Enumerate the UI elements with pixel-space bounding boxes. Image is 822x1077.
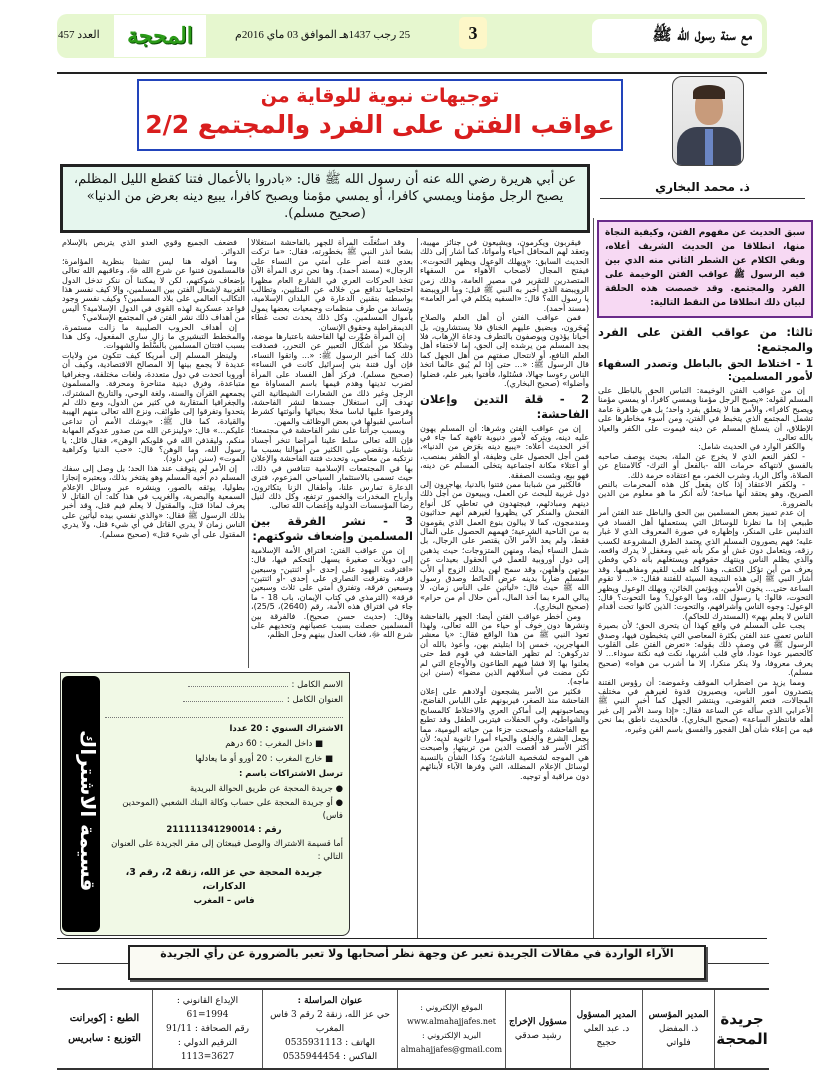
subscription-details: [105, 678, 343, 909]
name-label: الاسم الكامل :: [291, 680, 343, 690]
page-number: 3: [459, 17, 487, 49]
paragraph: فضعف الجميع وقوي العدو الذي يتربص بالإسلام الدوائر.: [62, 238, 245, 257]
issue-date: 25 رجب 1437هـ الموافق 03 ماي 2016م: [235, 29, 411, 41]
founder-cell: [642, 990, 714, 1068]
square-bullet-icon: ■: [312, 739, 323, 749]
printer: الطبع : إكوبرانت: [69, 1013, 140, 1024]
distributor: التوزيع : سابريس: [68, 1033, 141, 1044]
paragraph: فالكثير من شبابنا ممن فتنوا بالدنيا، يهاجرون إلى دول غربية للبحث عن العمل، ويبيعون من أجل ذلك دينهم ومبادئهم، فيجتهدون في تعاطي كل أنواع الفحش والمنكر كي يظهروا لغيرهم أنهم حداثيون ومندمجون، كما لا يبالون بنوع العمل الذي يقومون به من الناحية الشرعية؛ فهمهم الحصول على المال فقط، ولم يعد الأمر الآن يقتصر على الرجال، بل شمل النساء أيضا، ومنهن المتزوجات؛ حيث يذهبن إلى دول أوروبية للعمل في الحقول بعيدات عن بيوتهن وأهلهن، وقد سمح لهن بذلك الزوج أو الأب المسلم ضاربا بدينه عرض الحائط وصدق رسول الله ﷺ حيث قال: «ليأتين على الناس زمان، لا يبالي المرء بما أخذ المال، أمن حلال أم من حرام» (صحيح البخاري).: [420, 479, 589, 612]
paragraph: إن من عواقب الفتن: افتراق الأمة الإسلامية إلى دويلات صغيرة يسهل التحكم فيها، قال: «افترقت اليهود على إحدى -أو اثنتين- وسبعين فرقة، وتفرقت النصارى على إحدى -أو اثنتين- وسبعين فرقة، وتفترق أمتي على ثلاث وسبعين فرقة» (الترمذي في كتاب الإيمان، باب 18 - ما جاء في افتراق هذه الأمة، رقم (2640)، 25/5)، وقال: (حديث حسن صحيح). فالفرقة بين المسلمين حصلت بسبب عصيانهم وتحديهم على شرع الله ﷻ، فغاب العدل بينهم وحل الظلم،: [251, 545, 413, 640]
payment-option-1: جريدة المحجة عن طريق الحوالة البريدية: [189, 784, 333, 794]
paragraph: يجب على المسلم في واقع كهذا أن يتحرى الحق؛ لأن بصيرة الناس تعمى عند الفتن بكثرة المعاصي التي يتخبطون فيها، وصدق الرسول ﷺ في وصف ذلك بقوله: «تعرض الفتن على القلوب كالحصير عودا عودا، فأي قلب أشربها، نكت فيه نكتة سوداء... لا يعرف معروفا، ولا ينكر منكرا، إلا ما أشرب من هواه» (صحيح مسلم).: [598, 621, 813, 678]
article-title-line2: عواقب الفتن على الفرد والمجتمع 2/2: [145, 110, 615, 139]
paragraph: إن الأمر لم يتوقف عند هذا الحد؛ بل وصل إلى سفك المسلم دم أخيه المسلم وهو يفتخر بذلك، ويعتبره إنجازا بطوليا، يوثقه بالصور، وينشره عبر وسائل الإعلام السمعية والبصرية، والغريب في هذا كله: أن القاتل لا يعرف لماذا قتل، والمقتول لا يعلم فيم قتل، وقد أخبر بذلك الرسول ﷺ فقال: «والذي نفسي بيده ليأتين على الناس زمان لا يدري القاتل في أي شيء قتل، ولا يدري المقتول على أي شيء قتل» (صحيح مسلم).: [62, 463, 245, 539]
subheading-1: 1 - اختلاط الحق بالباطل وتصدر السفهاء لأمور المسلمين:: [598, 358, 813, 383]
press-number: رقم الصحافة : 91/11: [166, 1024, 249, 1034]
director-name: د. عبد العلي حجيج: [583, 1024, 630, 1048]
masthead-name: جريدة المحجة: [714, 990, 769, 1068]
paragraph: - ولكفر الاعتقاد إذا كان يفعل كل هذه المحرمات بالنص الصريح، وهو يعتقد أنها مباحة؛ لأنه أنكر ما هو معلوم من الدين بالضرورة.: [598, 480, 813, 508]
paragraph: ولينظر المسلم إلى أمريكا كيف تتكون من ولايات عديدة لا يجمع بينها إلا المصالح الاقتصادية، وكيف أن أوروبا اتحدت في دول متعددة، ولغات مختلفة، وجغرافيا متباعدة، وفرق دينية متناحرة ومحرفة. والمسلمون يجمعهم القرآن والسنة، ولغة الوحي، والتاريخ المشترك، والجغرافيا المتقاربة في كثير من الدول، ومع ذلك لم يتحدوا وتفرقوا إلى طوائف، ونزع الله تعالى منهم الهيبة والقيادة، كما قال ﷺ: «يوشك الأمم أن تداعى عليكم...» قال: «ولينزعن الله من صدور عدوكم المهابة منكم، وليقذفن الله في قلوبكم الوهن»، فقال قائل: يا رسول الله، وما الوهن؟ قال: «حب الدنيا وكراهية الموت» (سنن أبي داود).: [62, 350, 245, 464]
fax: الفاكس : 0535944454: [282, 1052, 378, 1062]
article-title-line1: توجيهات نبوية للوقاية من: [260, 85, 500, 107]
paragraph: ومما يزيد من اضطراب الموقف وغموضه: أن رؤوس الفتنة يتصدرون أمور الناس، ويصيرون قدوة لغيرهم في مختلف المجالات، فتعم الفوضى، وينتشر الجهل كما أخبر النبي ﷺ الأعرابي الذي سأله عن الساعة فقال: «إذا وسد الأمر إلى غير أهله فانتظر الساعة» (صحيح البخاري). فالحديث ناطق بما نحن فيه من إعلاء شأن أهل الفجور والفسق باسم الفن وغيره،: [598, 677, 813, 734]
column-divider: [417, 238, 418, 938]
paragraph: فيقربون ويكرمون، ويشيعون في جنائز مهيبة، وتعقد لهم المحافل أحياء وأمواتا، كما أشار إلى ذلك الحديث السابق: «ويهلك الوعول ويظهر التحوت». فيفتح المجال لأصحاب الأهواء من السفهاء المتصدرين للتقرير في مصير العامة، وذلك زمن الرويبضة الذي أخبر به النبي ﷺ قيل: وما الرويبضة يا رسول الله؟ قال: «السفيه يتكلم في أمر العامة» (مسند أحمد).: [420, 238, 589, 313]
phone: الهاتف : 0535931113: [285, 1038, 375, 1048]
website-link[interactable]: www.almahajjafes.net: [407, 1017, 496, 1026]
column-divider: [248, 238, 249, 668]
print-cell: [57, 990, 152, 1068]
intro-box: سبق الحديث عن مفهوم الفتن، وكيفية النجاة منها، انطلاقا من الحديث الشريف أعلاه، وبقي الكلام عن الشطر الثاني منه الذي بين فيه الرسول ﷺ عواقب الفتن الوخيمة على الفرد والمجتمع. وقد خصصت هذه الحلقة لبيان ذلك انطلاقا من النقط التالية:: [597, 220, 813, 318]
address-field-line2[interactable]: [105, 708, 343, 718]
email-label: البريد الإلكتروني :: [422, 1031, 481, 1040]
circle-bullet-icon: ●: [332, 798, 343, 808]
annual-subscription: الاشتراك السنوي : 20 عددا: [229, 724, 343, 734]
payment-option-2: أو جريدة المحجة على حساب وكالة البنك الشعبي (الموحدين فاس): [122, 798, 343, 821]
column-left-1: [62, 238, 245, 539]
hadith-box: عن أبي هريرة رضي الله عنه أن رسول الله ﷺ قال: «بادروا بالأعمال فتنا كقطع الليل المظلم، يصبح الرجل مؤمنا ويمسي كافرا، أو يمسي مؤمنا ويصبح كافرا، يبيع دينه بعرض من الدنيا» (صحيح مسلم).: [60, 164, 590, 233]
masthead-footer: [57, 988, 769, 1070]
name-field[interactable]: [188, 686, 288, 687]
outside-price: خارج المغرب : 20 أورو أو ما يعادلها: [195, 754, 323, 764]
paragraph: إن أهداف الحروب الصليبية ما زالت مستمرة، والمخطط التبشيري ما زال ساري المفعول، وكل هذا بسبب افتتان المسلمين بالسُّلَط والشهوات.: [62, 322, 245, 351]
paragraph: إن عدم تمييز بعض المسلمين بين الحق والباطل عند الفتن أمر طبيعي إذا ما نظرنا للوسائل التي يستعملها أهل الفساد في التدليس على المنكر، وإظهاره في صورة المعروف الذي لا غبار عليه؛ فهم يصورون المسلم الذي يعتمد الطرق المشروعة لكسب رزقه، ويتعامل دون غش أو مكر بأنه غبي ومغفل لا يدرك واقعه، والذي يظلم الناس وينتهك حقوقهم ويستغلهم بأنه ذكي وفطن يعرف من أين تؤكل الكتف، وهذا كله قلب للقيم ومفاهيمها. وقد أشار النبي ﷺ إلى هذه النتيجة السيئة للفتنة فقال: «... لا تقوم الساعة حتى... يخون الأمين، ويؤتمن الخائن، ويهلك الوعول ويظهر التحوت، قالوا: يا رسول الله، وما الوعول؟ وما التحوت؟ قال: الوعول: وجوه الناس وأشرافهم، والتحوت: الذين كانوا تحت أقدام الناس لا يعلم بهم» (المستدرك للحاكم).: [598, 508, 813, 621]
website-label: الموقع الإلكتروني :: [420, 1003, 483, 1012]
email-link[interactable]: almahajjafes@gmail.com: [400, 1045, 503, 1054]
web-cell: [397, 990, 505, 1068]
mailing-address: جريدة المحجة حي عز الله، زنقة 2، رقم 3، الدكارات،: [125, 867, 323, 892]
subheading-2: 2 - قلة التدين وإعلان الفاحشة:: [420, 391, 589, 421]
mailing-note: أما قسيمة الاشتراك والوصل فيبعثان إلى مقر الجريدة على العنوان التالي :: [111, 839, 343, 862]
column-middle: [420, 238, 589, 781]
paragraph: إن من عواقب الفتن الوخيمة: التباس الحق بالباطل على المسلم لقوله: «يصبح الرجل مؤمنا ويمسي كافرا، أو يمسي مؤمنا ويصبح كافرا»، والأمر هنا لا يتعلق بفرد واحد؛ بل هي ظاهرة عامة تشمل المجتمع الذي يتخبط في الفتن، ومن أسوء مخاطرها على الإطلاق، أن ينسلخ المسلم عن دينه فيموت على الكفر والعياذ بالله تعالى.: [598, 386, 813, 443]
disclaimer-line-right: [706, 963, 769, 964]
address-field[interactable]: [183, 701, 283, 702]
layout-cell: [505, 990, 570, 1068]
contact-address: حي عز الله، زنقة 2 رقم 3 فاس المغرب: [270, 1010, 390, 1034]
director-cell: [570, 990, 642, 1068]
founder-label: المدير المؤسس: [648, 1010, 709, 1020]
account-number: رقم : 211111341290014: [166, 825, 282, 835]
paragraph: - لكفر النعم الذي لا يخرج عن الملة، بحيث يوصف صاحبه بالفسق لانتهاكه حرمات الله -بالفعل أو الترك- كالامتناع عن الصلاة، وأكل الربا، وشرب الخمر، مع اعتقاده حرمة ذلك.: [598, 451, 813, 480]
header-divider: [57, 72, 767, 74]
disclaimer: الآراء الواردة في مقالات الجريدة تعبر عن وجهة نظر أصحابها ولا تعبر بالضرورة عن رأي الجريدة: [128, 945, 706, 980]
author-photo: [672, 76, 744, 166]
column-divider: [593, 218, 594, 938]
mailing-city: فاس – المغرب: [193, 896, 255, 906]
column-right: [598, 322, 813, 734]
paragraph: فكثير من الأسر يشجعون أولادهم على إعلان الفاحشة منذ الصغر، فيربونهم على اللباس الفاضح، ويصاحبونهم إلى أماكن العري والاختلاط كالمسابح والشواطئ، وفي الحفلات فيتربى الطفل وقد تطبع مع الفاحشة، وأصبحت جزءا من حياته اليومية، مما يجعل الشرع والخلق والحياء أمورا ثانوية لديه؛ لأن أكثر الأسر قد أقصت الدين من تربيتها، وأصبحت هي الموجه لشخصية الناشئ؛ وكذا الشأن بالنسبة لوسائل الإعلام المضللة، التي وفرها الآباء لأبنائهم دون مراقبة أو توجيه.: [420, 686, 589, 781]
address-label: العنوان الكامل :: [286, 695, 343, 705]
section-rubric: مع سنة رسول الله ﷺ: [592, 19, 762, 53]
legal-cell: [152, 990, 262, 1068]
send-to-label: ترسل الاشتراكات باسم :: [238, 769, 343, 779]
inside-price: داخل المغرب : 60 درهم: [225, 739, 313, 749]
paragraph: وبسبب جرأتنا على نشر الفاحشة في مجتمعنا؛ فإن الله تعالى سلط علينا أمراضا تنخر أجساد شبابنا، وتقضي على الكثير من أموالنا بسبب ما نرتكبه من معاصي، وتحدث فتنة الفاحشة والإعلان بها في المجتمعات الإسلامية تتنافس في ذلك، حيث تسمى بالاستثمار السياحي المزعوم، فترى الدعارة تمارس علنا، وأطفال الزنا يتكاثرون، وأرباح المخدرات والخمور ترتفع، وكل ذلك لنيل رضا المؤسسات الدولية وإغضاب الله تعالى.: [251, 426, 413, 511]
footer-divider: [57, 938, 767, 939]
disclaimer-line-left: [57, 963, 129, 964]
paragraph: وقد استُغلّت المرأة للجهر بالفاحشة استغلالا بشعا أنذر النبي ﷺ بخطورته، فقال: «ما تركت بعدي فتنة أضر على أمتي من النساء على الرجال» (مسند أحمد). وها نحن نرى المرأة الآن تتخذ الحركات العري في الشارع العام مظهرا احتجاجيا تدافع من خلاله عن المثليين، وتطالب بواسطته بتقنين الدعارة في البلدان الإسلامية، وتساند من طرف منظمات وجمعيات بعضها يمول بأموال المسلمين. وكل ذلك يحدث تحت غطاء الديمقراطية وحقوق الإنسان.: [251, 238, 413, 332]
square-bullet-icon: ■: [322, 754, 333, 764]
founder-name: ذ. المفضل فلواتي: [658, 1024, 699, 1048]
paragraph: وما أقوله هنا ليس تشبثا بنظرية المؤامرة؛ فالمسلمون فتنوا عن شرع الله ﷻ، وعاقبهم الله تعالى بإضعاف شوكتهم، لكن لا يمكننا أن ننكر تدخل الدول الغربية لإشعال الفتن بين المسلمين، وإلا كيف نفسر هذا التكالب العالمي على بلاد المسلمين؟ وكيف نفسر وجود قواعد عسكرية لهذه القوى في الدول الإسلامية؟ أليس من أهداف ذلك نشر الفتن في المجتمع الإسلامي؟: [62, 256, 245, 323]
article-title-box: [137, 79, 623, 151]
paragraph: فمن عواقب الفتن أن أهل العلم والصلاح يُهجَرون، ويضيق عليهم الخناق فلا يستشارون، بل أحيانا يؤذون ويوصفون بالتطرف ودعاة الإرهاب، فلا يجد المسلم من يرشده إلى الحق، إما لاختفاء أهل العلم النافع، أو لانتحال صفتهم من أهل الجهل كما قال الرسول ﷺ: «... حتى إذا لم يُبق عالما اتخذ الناس رءوسا جهالا، فسُئلوا، فأفتوا بغير علم، فضلوا وأضلوا» (صحيح البخاري).: [420, 313, 589, 389]
legal-deposit: الإيداع القانوني : 1994=61: [176, 996, 239, 1020]
contact-address-label: عنوان المراسلة :: [297, 996, 363, 1006]
subscription-banner: قسيمة الاشتراك: [62, 676, 100, 932]
issue-number: العدد 457: [58, 29, 100, 41]
subheading-3: 3 - نشر الفرقة بين المسلمين وإضعاف شوكتهم:: [251, 513, 413, 543]
layout-name: رشيد صدقي: [514, 1031, 562, 1041]
circle-bullet-icon: ●: [332, 784, 343, 794]
paragraph: ومن أخطر عواقب الفتن أيضا: الجهر بالفاحشة ونشرها دون خوف أو حياء من الله تعالى، ولهذا تعوذ النبي ﷺ من هذا الواقع فقال: «يا معشر المهاجرين، خمس إذا ابتليتم بهن، وأعوذ بالله أن تدركوهن: لم تظهر الفاحشة في قوم قط حتى يعلنوا بها إلا فشا فيهم الطاعون والأوجاع التي لم تكن مضت في أسلافهم الذين مضوا» (سنن ابن ماجه).: [420, 611, 589, 687]
paragraph: إن المرأة صُوِّرت لها الفاحشة باعتبارها موضة، وشكلا من أشكال التعبير عن التحرر، فصدقت ذلك كما أخبر الرسول ﷺ: «... واتقوا النساء، فإن أول فتنة بني إسرائيل كانت في النساء» (صحيح مسلم). فركز أهل الفساد على المرأة لضرب تدينها وهدم قيمها باسم المساواة مع الرجل وغير ذلك من الشعارات الشيطانية التي تهدف إلى استغلال جسدها لنشر الفاحشة، وفرضوا عليها لباسا مخلا بحيائها وأنوثتها كشرط أساسي لقبولها في بعض الوظائف والمهن.: [251, 332, 413, 426]
paragraph: والكفر الوارد في الحديث شامل:: [698, 442, 805, 452]
newspaper-logo: المحجة: [114, 15, 206, 57]
contact-cell: [262, 990, 397, 1068]
paragraph: إن من عواقب الفتن وشرها: أن المسلم يهون عليه دينه، ويتركه لأمور دنيوية تافهة كما جاء في آخر الحديث أعلاه: «يبيع دينه بعَرَض من الدنيا»، فمن أجل الحصول على وظيفة، أو الظفر بمنصب، أو اعتلاء مكانة اجتماعية يتخلى المسلم عن دينه، فهو بيع، وبئست الصفقة.: [420, 423, 589, 480]
issn: الترقيم الدولي : 3627=1113: [177, 1038, 238, 1062]
author-name: ذ. محمد البخاري: [600, 180, 805, 199]
section-heading: ثالثا: من عواقب الفتن على الفرد والمجتمع:: [598, 325, 813, 354]
director-label: المدير المسؤول: [576, 1010, 637, 1020]
layout-label: مسؤول الإخراج: [509, 1017, 567, 1027]
